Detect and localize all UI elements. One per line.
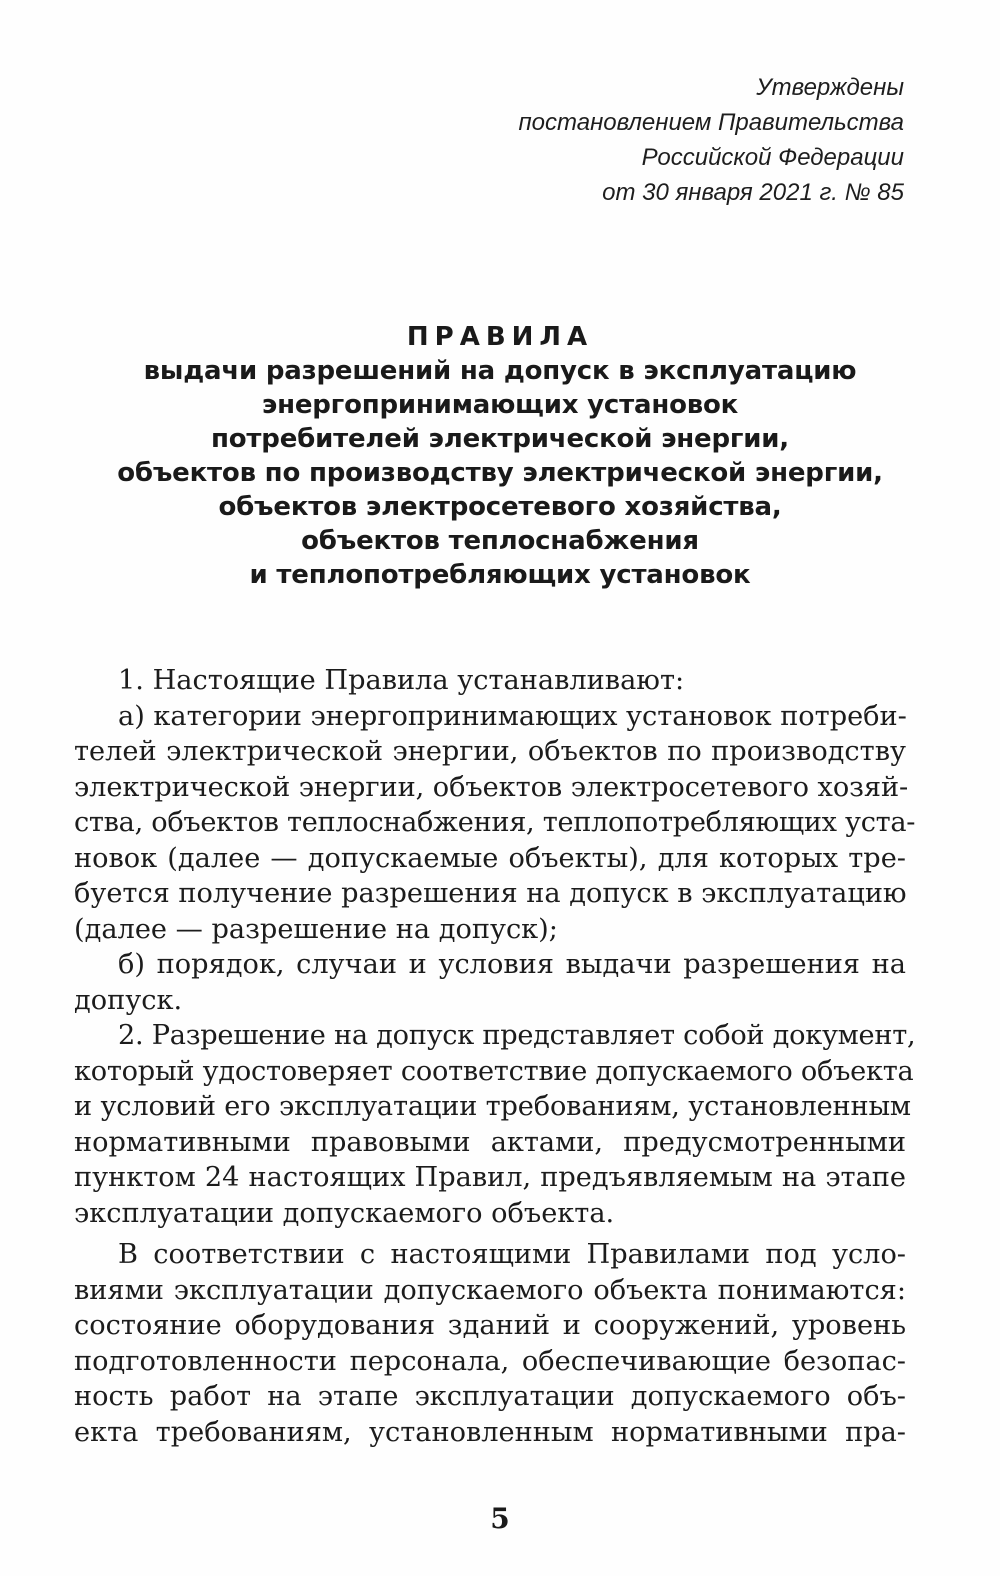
paragraph-line: эксплуатации допускаемого объекта. <box>74 1197 615 1229</box>
page-number: 5 <box>490 1502 510 1535</box>
paragraph-line: (далее — разрешение на допуск); <box>74 913 558 945</box>
paragraph-line: нормативными правовыми актами, предусмотренными <box>74 1126 906 1158</box>
paragraph-line: б) порядок, случаи и условия выдачи разрешения на <box>118 949 906 980</box>
body-text <box>74 663 916 1450</box>
title-heading: ПРАВИЛА <box>406 322 594 352</box>
subtitle-line: выдачи разрешений на допуск в эксплуатацию <box>143 356 857 386</box>
paragraph-line: пунктом 24 настоящих Правил, предъявляемым на этапе <box>74 1162 906 1193</box>
subtitle-line: объектов электросетевого хозяйства, <box>218 492 782 522</box>
paragraph-line: В соответствии с настоящими Правилами под усло- <box>118 1239 906 1270</box>
subtitle-line: и теплопотребляющих установок <box>249 560 751 590</box>
subtitle-line: объектов теплоснабжения <box>301 526 699 556</box>
paragraph-line: ность работ на этапе эксплуатации допускаемого объ- <box>74 1381 906 1412</box>
paragraph-line: 2. Разрешение на допуск представляет собой документ, <box>118 1020 916 1051</box>
paragraph-line: электрической энергии, объектов электросетевого хозяй- <box>74 771 909 803</box>
approval-line-1: Утверждены <box>756 74 904 101</box>
paragraph-line: новок (далее — допускаемые объекты), для которых тре- <box>74 842 906 874</box>
paragraph-line: и условий его эксплуатации требованиям, установленным <box>74 1091 911 1122</box>
approval-line-2: постановлением Правительства <box>518 109 904 136</box>
approval-stamp <box>518 70 904 210</box>
subtitle-line: объектов по производству электрической энергии, <box>117 458 883 488</box>
paragraph-line: ства, объектов теплоснабжения, теплопотребляющих уста- <box>74 807 916 838</box>
paragraph-line: а) категории энергопринимающих установок потреби- <box>118 700 907 732</box>
title-subtitle <box>60 354 940 592</box>
approval-line-3: Российской Федерации <box>641 144 904 171</box>
paragraph-line: буется получение разрешения на допуск в эксплуатацию <box>74 878 907 909</box>
paragraph-line: виями эксплуатации допускаемого объекта понимаются: <box>74 1274 906 1306</box>
subtitle-line: потребителей электрической энергии, <box>211 424 789 454</box>
approval-line-4: от 30 января 2021 г. № 85 <box>602 179 904 206</box>
paragraph-line: телей электрической энергии, объектов по производству <box>74 736 906 767</box>
document-title <box>60 320 940 592</box>
paragraph-line: екта требованиям, установленным нормативными пра- <box>74 1416 906 1448</box>
subtitle-line: энергопринимающих установок <box>261 390 739 420</box>
paragraph-line: допуск. <box>74 984 183 1016</box>
paragraph-line: подготовленности персонала, обеспечивающие безопас- <box>74 1345 906 1377</box>
paragraph-line: 1. Настоящие Правила устанавливают: <box>118 665 685 696</box>
paragraph-line: состояние оборудования зданий и сооружений, уровень <box>74 1310 906 1341</box>
paragraph-line: который удостоверяет соответствие допускаемого объекта <box>74 1055 914 1087</box>
